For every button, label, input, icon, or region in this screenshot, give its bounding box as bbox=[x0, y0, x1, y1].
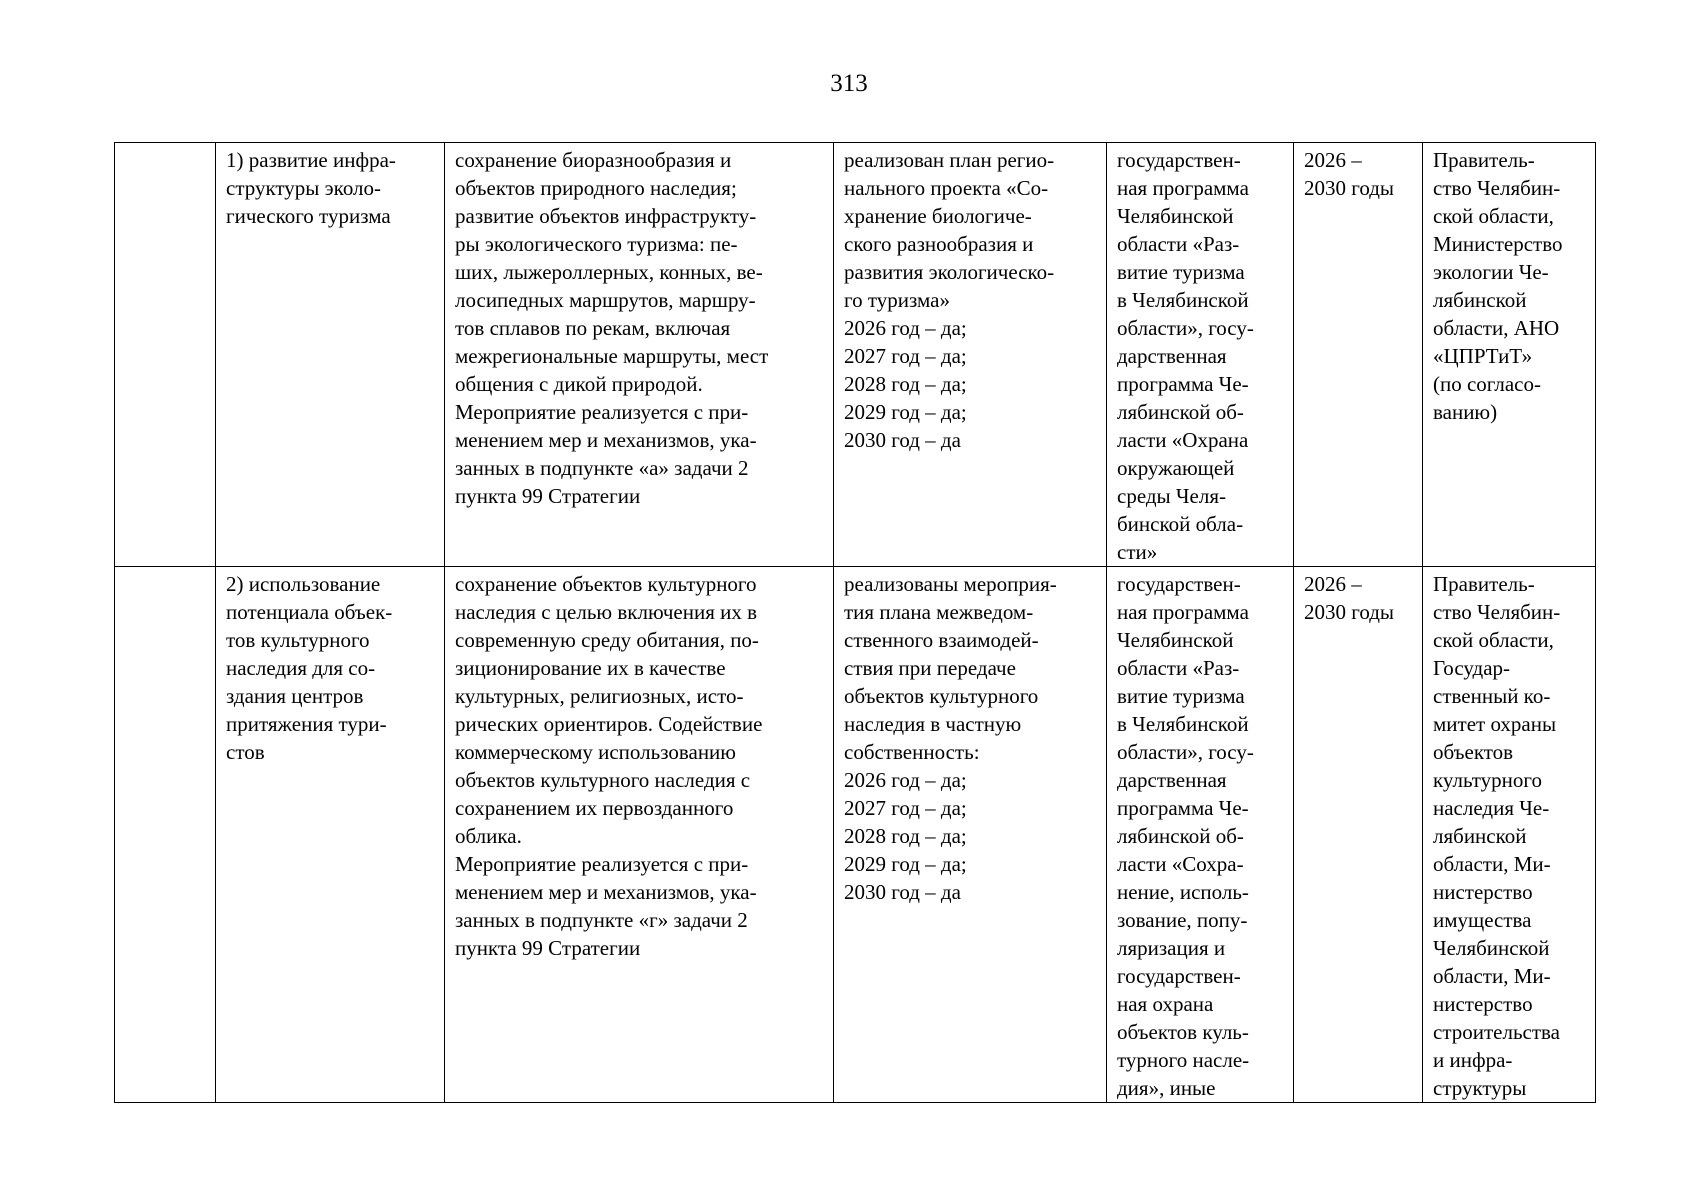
number-cell bbox=[115, 143, 216, 567]
content-cell: сохранение биоразнообразия и объектов природного наследия; развитие объектов инфраструкту- ры экологического туризма: пе- ших, лыжероллерных, конных, ве- лосипедных маршрутов, маршру- тов сплавов по рекам, включая межрегиональные маршруты, мест общения с дикой природой. Мероприятие реализуется с при- менением мер и механизмов, ука- занных в подпункте «а» задачи 2 пункта 99 Стратегии bbox=[445, 143, 834, 567]
content-cell: сохранение объектов культурного наследия с целью включения их в современную среду обитания, по- зиционирование их в качестве культурных, религиозных, исто- рических ориентиров. Содействие коммерческому использованию объектов культурного наследия с сохранением их первозданного облика. Мероприятие реализуется с при- менением мер и механизмов, ука- занных в подпункте «г» задачи 2 пункта 99 Стратегии bbox=[445, 567, 834, 1103]
page-number: 313 bbox=[830, 70, 868, 97]
number-cell bbox=[115, 567, 216, 1103]
result-cell: реализованы мероприя- тия плана межведом- ственного взаимодей- ствия при передаче объектов культурного наследия в частную собственность: 2026 год – да; 2027 год – да; 2028 год – да; 2029 год – да; 2030 год – да bbox=[834, 567, 1107, 1103]
program-cell: государствен- ная программа Челябинской области «Раз- витие туризма в Челябинской области», госу- дарственная программа Че- лябинской об- ласти «Сохра- нение, исполь- зование, попу- ляризация и государствен- ная охрана объектов куль- турного насле- дия», иные bbox=[1107, 567, 1294, 1103]
task-cell: 2) использование потенциала объек- тов культурного наследия для со- здания центров притяжения тури- стов bbox=[216, 567, 445, 1103]
table-row bbox=[115, 567, 1596, 1103]
responsible-cell: Правитель- ство Челябин- ской области, Государ- ственный ко- митет охраны объектов культурного наследия Че- лябинской области, Ми- нистерство имущества Челябинской области, Ми- нистерство строительства и инфра- структуры bbox=[1423, 567, 1596, 1103]
result-cell: реализован план регио- нального проекта «Со- хранение биологиче- ского разнообразия и развития экологическо- го туризма» 2026 год – да; 2027 год – да; 2028 год – да; 2029 год – да; 2030 год – да bbox=[834, 143, 1107, 567]
program-cell: государствен- ная программа Челябинской области «Раз- витие туризма в Челябинской области», госу- дарственная программа Че- лябинской об- ласти «Охрана окружающей среды Челя- бинской обла- сти» bbox=[1107, 143, 1294, 567]
task-cell: 1) развитие инфра- структуры эколо- гического туризма bbox=[216, 143, 445, 567]
period-cell: 2026 – 2030 годы bbox=[1294, 567, 1423, 1103]
table-row bbox=[115, 143, 1596, 567]
responsible-cell: Правитель- ство Челябин- ской области, Министерство экологии Че- лябинской области, АНО «ЦПРТиТ» (по согласо- ванию) bbox=[1423, 143, 1596, 567]
measures-table bbox=[114, 142, 1596, 1103]
period-cell: 2026 – 2030 годы bbox=[1294, 143, 1423, 567]
